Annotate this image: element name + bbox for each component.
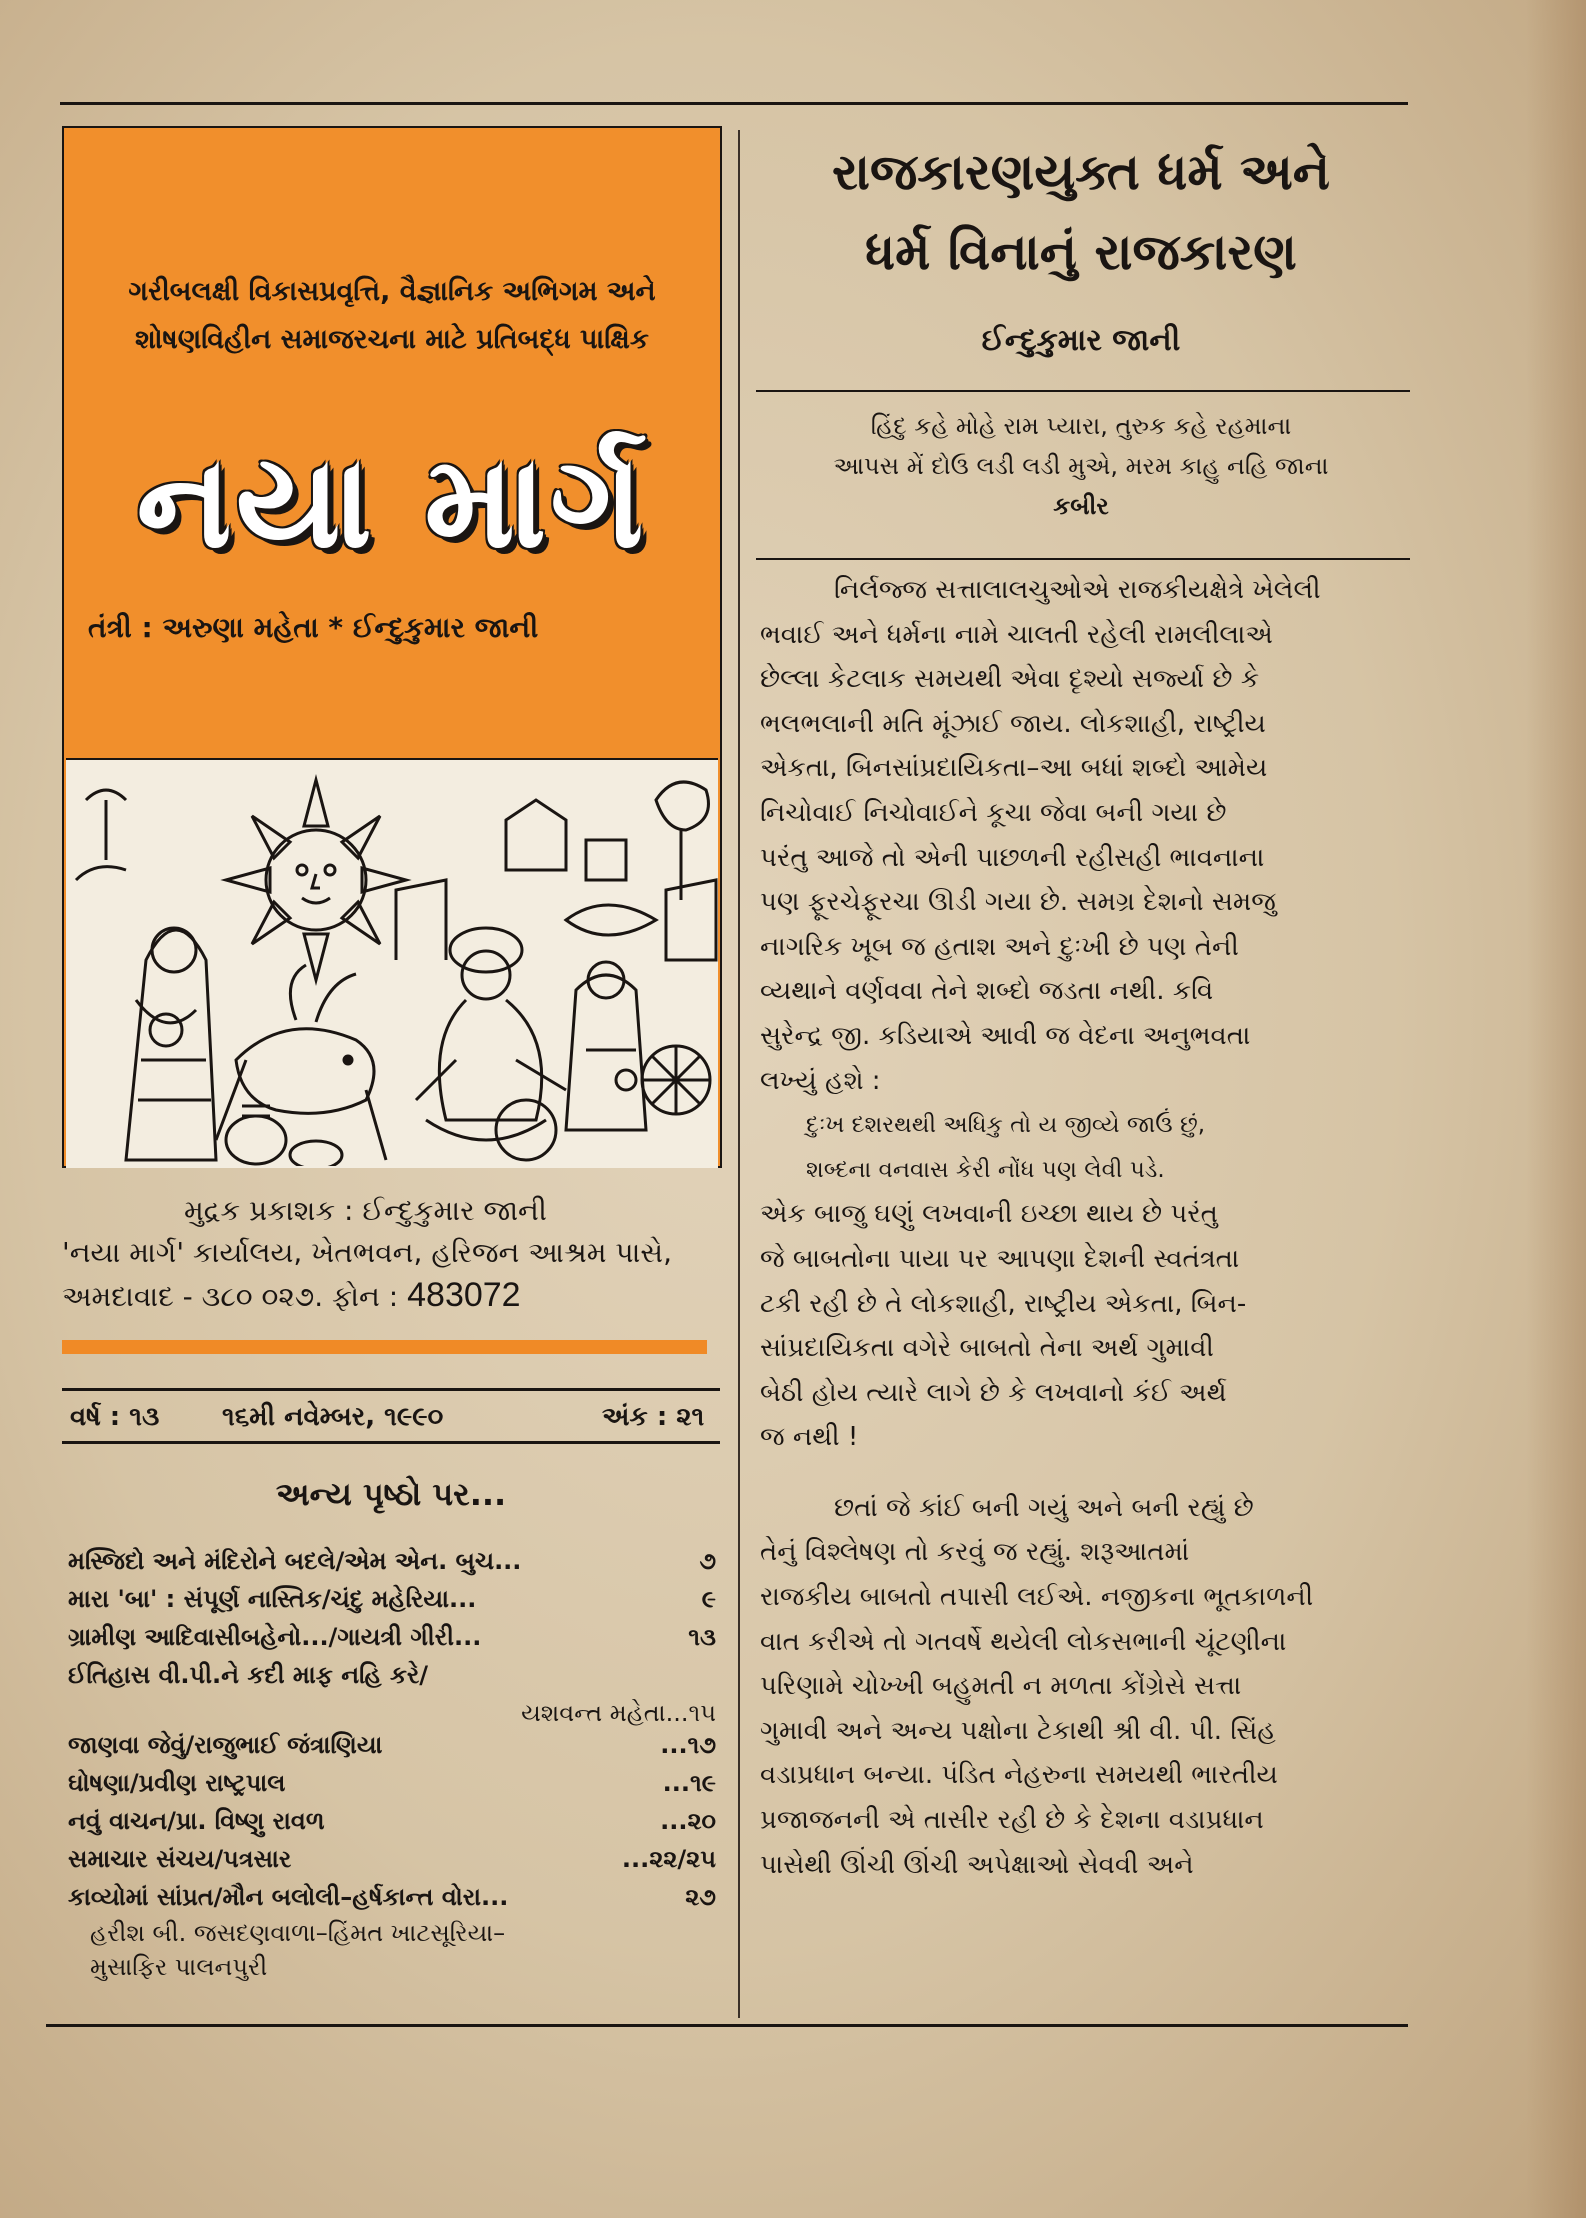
- publisher-info: [62, 1190, 722, 1318]
- article-line: નિચોવાઈ નિચોવાઈને કૂચા જેવા બની ગયા છે: [760, 797, 1227, 828]
- toc-page: ૭: [699, 1547, 716, 1575]
- toc-title: ઘોષણા/પ્રવીણ રાષ્ટ્રપાલ: [68, 1769, 286, 1797]
- bottom-rule: [46, 2024, 1408, 2027]
- spinning-wheel-figure: [642, 1046, 710, 1114]
- article-line: બેઠી હોય ત્યારે લાગે છે કે લખવાનો કંઈ અર્થ: [760, 1377, 1227, 1408]
- newspaper-title: નયા માર્ગ: [136, 428, 648, 577]
- basket-woman-figure: [566, 905, 656, 1130]
- toc-row: [62, 1878, 720, 1916]
- toc-title: જાણવા જેવું/રાજુભાઈ જંત્રાણિયા: [68, 1731, 383, 1759]
- toc-row: [62, 1656, 720, 1694]
- masthead: [62, 126, 722, 1168]
- toc-row: [62, 1694, 720, 1726]
- toc-page: ૧૩: [688, 1623, 716, 1651]
- toc-page: ...૧૯: [662, 1769, 716, 1797]
- toc-row: [62, 1726, 720, 1764]
- phone-number: 483072: [407, 1276, 521, 1314]
- toc-row: [62, 1580, 720, 1618]
- toc-page: ...૨૦: [660, 1807, 716, 1835]
- article-line: ભવાઈ અને ધર્મના નામે ચાલતી રહેલી રામલીલાએ: [760, 619, 1273, 650]
- article-line: સુરેન્દ્ર જી. કડિયાએ આવી જ વેદના અનુભવતા: [760, 1020, 1251, 1051]
- toc-title: નવું વાચન/પ્રા. વિષ્ણુ રાવળ: [68, 1807, 325, 1835]
- article-line: નાગરિક ખૂબ જ હતાશ અને દુઃખી છે પણ તેની: [760, 931, 1239, 962]
- pots-figure: [226, 1106, 342, 1166]
- publisher-line: મુદ્રક પ્રકાશક : ઈન્દુકુમાર જાની: [184, 1194, 547, 1227]
- epigraph-quote: [756, 406, 1406, 526]
- masthead-tagline: [64, 268, 720, 364]
- article-line: પરંતુ આજે તો એની પાછળની રહીસહી ભાવનાના: [760, 842, 1265, 873]
- orange-divider: [62, 1340, 707, 1354]
- toc-row: [62, 1802, 720, 1840]
- column-divider: [738, 130, 740, 2018]
- toc-extra-line: હરીશ બી. જસદણવાળા–હિંમત ખાટસૂરિયા–: [90, 1919, 506, 1947]
- article-line: વ્યથાને વર્ણવવા તેને શબ્દો જડતા નથી. કવિ: [760, 976, 1214, 1007]
- toc-row: [62, 1618, 720, 1656]
- sun-icon: [226, 780, 406, 980]
- article-line: એક બાજુ ઘણું લખવાની ઇચ્છા થાય છે પરંતુ: [760, 1199, 1218, 1230]
- tagline-line: ગરીબલક્ષી વિકાસપ્રવૃત્તિ, વૈજ્ઞાનિક અભિગમ અને: [128, 276, 656, 307]
- article-line: જ નથી !: [760, 1422, 859, 1453]
- article-title: [756, 132, 1406, 292]
- article-line: પરિણામે ચોખ્ખી બહુમતી ન મળતા કોંગ્રેસે સત્તા: [760, 1671, 1242, 1702]
- article-line: છેલ્લા કેટલાક સમયથી એવા દૃશ્યો સર્જ્યા છે કે: [760, 664, 1260, 695]
- top-rule: [60, 102, 1408, 105]
- toc-page: ૨૭: [685, 1883, 716, 1911]
- article-line: લખ્યું હશે :: [760, 1065, 881, 1096]
- poem-line: દુઃખ દશરથથી અધિકુ તો ય જીવ્યે જાઉં છું,: [806, 1112, 1206, 1139]
- man-figure: [416, 928, 566, 1160]
- toc-title: ગ્રામીણ આદિવાસીબહેનો.../ગાયત્રી ગીરી...: [68, 1623, 482, 1651]
- woman-figure: [126, 928, 216, 1160]
- office-address-line: 'નયા માર્ગ' કાર્યાલય, ખેતભવન, હરિજન આશ્રમ પાસે,: [62, 1236, 673, 1269]
- article-line: પાસેથી ઊંચી ઊંચી અપેક્ષાઓ સેવવી અને: [760, 1849, 1194, 1880]
- toc-page: ...૧૭: [660, 1731, 716, 1759]
- article-line: પ્રજાજનની એ તાસીર રહી છે કે દેશના વડાપ્રધાન: [760, 1805, 1264, 1836]
- article-line: સાંપ્રદાયિકતા વગેરે બાબતો તેના અર્થ ગુમાવી: [760, 1333, 1214, 1364]
- paragraph-gap: [760, 1460, 1408, 1486]
- page-edge-shadow: [1526, 0, 1586, 2218]
- article-line: ટકી રહી છે તે લોકશાહી, રાષ્ટ્રીય એકતા, બિન-: [760, 1288, 1247, 1319]
- editors-line: તંત્રી : અરુણા મહેતા * ઈન્દુકુમાર જાની: [88, 611, 539, 644]
- article-line: પણ ફૂરચેફૂરચા ઊડી ગયા છે. સમગ્ર દેશનો સમજુ: [760, 887, 1276, 918]
- tagline-line: શોષણવિહીન સમાજરચના માટે પ્રતિબદ્ધ પાક્ષિક: [135, 324, 649, 355]
- toc-extra-line: મુસાફિર પાલનપુરી: [90, 1953, 268, 1981]
- article-line: રાજકીય બાબતો તપાસી લઈએ. નજીકના ભૂતકાળની: [760, 1582, 1314, 1613]
- article-line: ભલભલાની મતિ મૂંઝાઈ જાય. લોકશાહી, રાષ્ટ્રીય: [760, 708, 1266, 739]
- article-line: તેનું વિશ્લેષણ તો કરવું જ રહ્યું. શરૂઆતમાં: [760, 1537, 1190, 1568]
- issue-date: ૧૬મી નવેમ્બર, ૧૯૯૦: [222, 1402, 444, 1432]
- article-line: જે બાબતોના પાયા પર આપણા દેશની સ્વતંત્રતા: [760, 1243, 1240, 1274]
- masthead-illustration: [66, 758, 718, 1168]
- toc-page: ૯: [701, 1585, 716, 1613]
- article-body: [760, 568, 1408, 1887]
- article-title-line: ધર્મ વિનાનું રાજકારણ: [865, 223, 1297, 281]
- toc-author-page: યશવન્ત મહેતા...૧૫: [521, 1699, 716, 1727]
- toc-title: મસ્જિદો અને મંદિરોને બદલે/એમ એન. બુચ...: [68, 1547, 522, 1575]
- table-of-contents: [62, 1542, 720, 1984]
- toc-row: [62, 1764, 720, 1802]
- village-scene-illustration: [66, 760, 718, 1166]
- poem-line: શબ્દના વનવાસ કેરી નોંધ પણ લેવી પડે.: [806, 1156, 1165, 1183]
- quote-author: કબીર: [1053, 492, 1109, 520]
- toc-title: સમાચાર સંચય/પત્રસાર: [68, 1845, 292, 1873]
- issue-year: વર્ષ : ૧૩: [70, 1402, 160, 1432]
- article-author: ઈન્દુકુમાર જાની: [981, 323, 1181, 358]
- article-line: એકતા, બિનસાંપ્રદાયિકતા–આ બધાં શબ્દો આમેય: [760, 753, 1268, 784]
- quote-top-rule: [756, 390, 1410, 392]
- toc-title: કાવ્યોમાં સાંપ્રત/મૌન બલોલી–હર્ષકાન્ત વોરા...: [68, 1883, 509, 1911]
- toc-title: મારા 'બા' : સંપૂર્ણ નાસ્તિક/ચંદુ મહેરિયા...: [68, 1585, 477, 1613]
- quote-line: હિંદુ કહે મોહે રામ પ્યારા, તુરુક કહે રહમાના: [870, 412, 1292, 440]
- city-line: અમદાવાદ - ૩૮૦ ૦૨૭. ફોન :: [62, 1280, 399, 1313]
- article-line: વાત કરીએ તો ગતવર્ષે થયેલી લોકસભાની ચૂંટણીના: [760, 1626, 1287, 1657]
- article-line: નિર્લજ્જ સત્તાલાલચુઓએ રાજકીયક્ષેત્રે ખેલેલી: [834, 575, 1321, 605]
- toc-row: [62, 1542, 720, 1580]
- quote-bottom-rule: [756, 558, 1410, 560]
- issue-info-bar: [62, 1388, 720, 1444]
- toc-heading: અન્ય પૃષ્ઠો પર...: [275, 1475, 507, 1513]
- toc-row: [62, 1840, 720, 1878]
- article-line: ગુમાવી અને અન્ય પક્ષોના ટેકાથી શ્રી વી. પી. સિંહ: [760, 1715, 1276, 1746]
- issue-number: અંક : ૨૧: [602, 1402, 705, 1432]
- city-phone-line: [62, 1274, 722, 1318]
- quote-line: આપસ મેં દોઉ લડી લડી મુએ, મરમ કાહુ નહિ જાના: [833, 452, 1329, 480]
- toc-page: ...૨૨/૨૫: [621, 1845, 716, 1873]
- article-line: વડાપ્રધાન બન્યા. પંડિત નેહરુના સમયથી ભારતીય: [760, 1760, 1278, 1791]
- toc-title: ઈતિહાસ વી.પી.ને કદી માફ નહિ કરે/: [68, 1661, 429, 1689]
- article-line: છતાં જે કાંઈ બની ગયું અને બની રહ્યું છે: [834, 1492, 1254, 1523]
- cow-figure: [216, 965, 386, 1160]
- article-title-line: રાજકારણયુક્ત ધર્મ અને: [831, 143, 1331, 201]
